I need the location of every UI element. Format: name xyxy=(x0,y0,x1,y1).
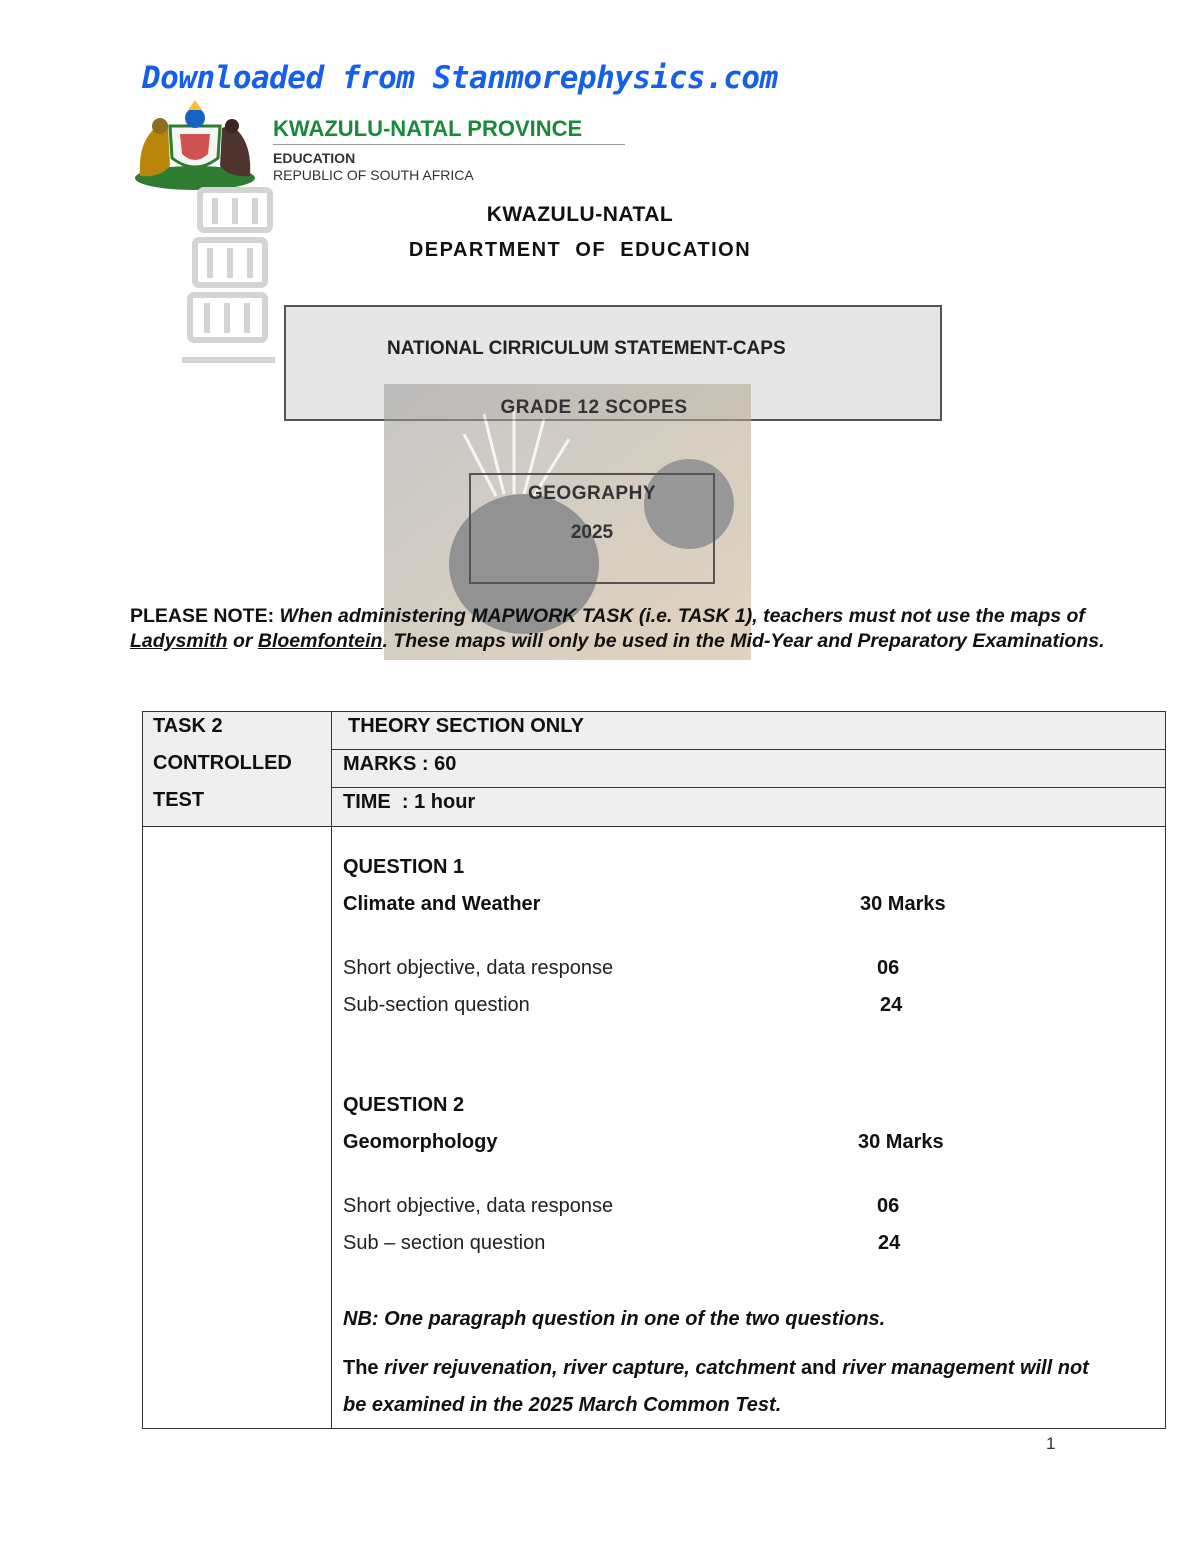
final-p3: and xyxy=(800,1357,837,1379)
watermark-text: Downloaded from Stanmorephysics.com xyxy=(142,60,778,96)
q2-item2-marks: 24 xyxy=(878,1232,901,1254)
dept-heading-line1: KWAZULU-NATAL xyxy=(486,203,674,226)
q2-topic: Geomorphology xyxy=(343,1131,498,1153)
nb-note: NB: One paragraph question in one of the two questions. xyxy=(343,1308,886,1330)
note-text2: . These maps will only be used in the Mid-Year and Preparatory Examinations. xyxy=(382,630,1105,652)
province-divider xyxy=(273,144,625,145)
controlled-label: CONTROLLED xyxy=(153,752,292,774)
q1-item2: Sub-section question xyxy=(343,994,530,1016)
final-p2: river rejuvenation, river capture, catchment xyxy=(384,1357,796,1379)
table-row-divider xyxy=(142,826,1166,827)
q2-title: QUESTION 2 xyxy=(343,1094,465,1116)
q1-title: QUESTION 1 xyxy=(343,856,465,878)
q1-item1: Short objective, data response xyxy=(343,957,614,979)
exclusion-note-line2: be examined in the 2025 March Common Test. xyxy=(343,1394,782,1416)
note-text1: When administering MAPWORK TASK (i.e. TASK 1), teachers must not use the maps of xyxy=(279,605,1085,627)
ncs-title: NATIONAL CIRRICULUM STATEMENT-CAPS xyxy=(387,338,786,359)
subject-year: 2025 xyxy=(570,522,614,543)
province-title: KWAZULU-NATAL PROVINCE xyxy=(273,116,583,141)
exclusion-note-line1 xyxy=(343,1357,1089,1380)
table-row-divider xyxy=(331,749,1166,750)
final-p4: river management will not xyxy=(842,1357,1089,1379)
time-label: TIME : 1 hour xyxy=(343,791,476,813)
note-place1: Ladysmith xyxy=(130,630,228,652)
table-row-divider xyxy=(331,787,1166,788)
please-note xyxy=(130,604,1160,654)
q2-item1-marks: 06 xyxy=(877,1195,900,1217)
page-number: 1 xyxy=(1046,1434,1056,1453)
note-label: PLEASE NOTE: xyxy=(130,605,275,627)
test-label: TEST xyxy=(153,789,205,811)
dept-heading-line2: DEPARTMENT OF EDUCATION xyxy=(408,239,752,261)
theory-label: THEORY SECTION ONLY xyxy=(348,715,584,737)
final-p1: The xyxy=(343,1357,379,1379)
subject-title: GEOGRAPHY xyxy=(527,483,657,504)
grade-title: GRADE 12 SCOPES xyxy=(500,397,688,418)
note-place2: Bloemfontein xyxy=(257,630,383,652)
q1-topic: Climate and Weather xyxy=(343,893,541,915)
q1-item1-marks: 06 xyxy=(877,957,900,979)
q1-topic-marks: 30 Marks xyxy=(860,893,946,915)
education-label: EDUCATION xyxy=(273,150,356,166)
q1-item2-marks: 24 xyxy=(880,994,903,1016)
note-or: or xyxy=(232,630,253,652)
table-column-divider xyxy=(331,711,332,1429)
marks-label: MARKS : 60 xyxy=(343,753,457,775)
q2-item1: Short objective, data response xyxy=(343,1195,614,1217)
q2-item2: Sub – section question xyxy=(343,1232,546,1254)
republic-label: REPUBLIC OF SOUTH AFRICA xyxy=(273,167,474,183)
q2-topic-marks: 30 Marks xyxy=(858,1131,944,1153)
task-label: TASK 2 xyxy=(153,715,223,737)
